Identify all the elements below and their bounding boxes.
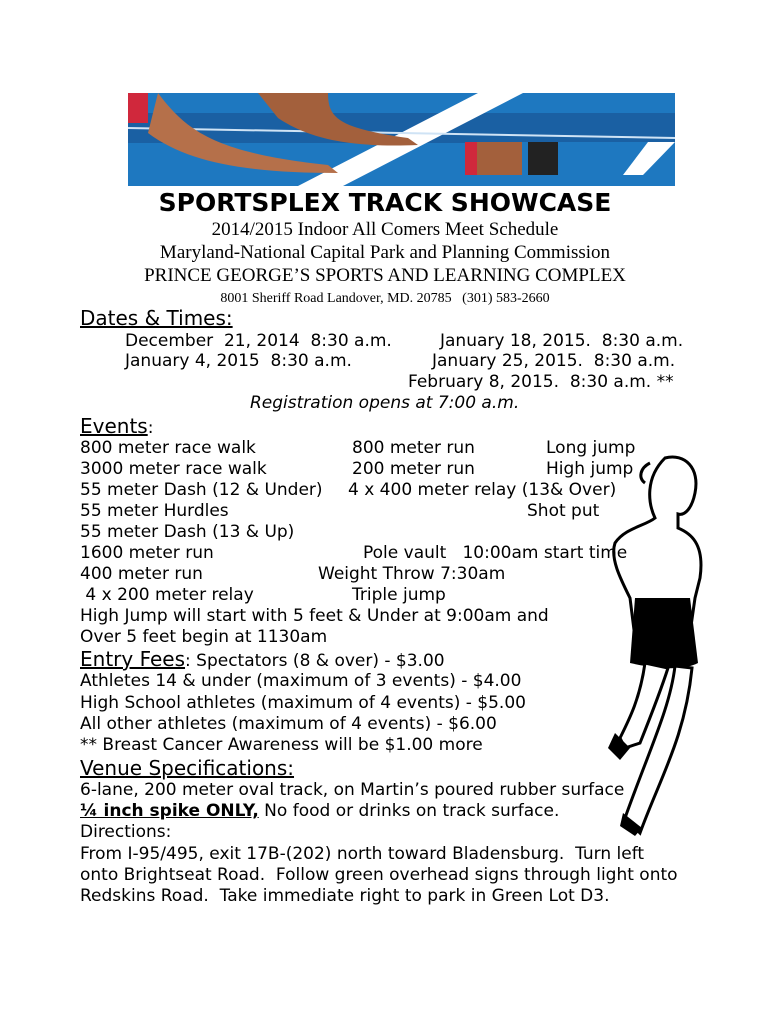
event: Shot put [527,501,600,521]
high-jump-note: Over 5 feet begin at 1130am [80,627,328,647]
events-colon: : [147,418,154,438]
venue-rules [80,801,559,822]
high-jump-note: High Jump will start with 5 feet & Under at 9:00am and [80,606,549,626]
address: 8001 Sheriff Road Landover, MD. 20785 (301) 583-2660 [220,291,550,306]
events-heading: Events [80,414,148,438]
date-item: February 8, 2015. 8:30 a.m. ** [408,372,674,392]
event: 1600 meter run [80,543,214,563]
event: Long jump [546,438,636,458]
date-item: January 4, 2015 8:30 a.m. [125,351,352,371]
fee-item: High School athletes (maximum of 4 events) - $5.00 [80,693,526,713]
directions-label: Directions: [80,822,172,842]
fee-item: All other athletes (maximum of 4 events) - $6.00 [80,714,497,734]
event: Pole vault 10:00am start time [363,543,628,563]
event: Triple jump [352,585,446,605]
event: 800 meter run [352,438,475,458]
subtitle: 2014/2015 Indoor All Comers Meet Schedule [211,219,559,240]
food-rule: No food or drinks on track surface. [258,801,560,821]
event: 55 meter Dash (12 & Under) [80,480,323,500]
directions-line: From I-95/495, exit 17B-(202) north toward Bladensburg. Turn left [80,844,645,864]
event: 55 meter Hurdles [80,501,229,521]
events-heading-line [80,416,153,439]
fee-item: Athletes 14 & under (maximum of 3 events) - $4.00 [80,671,522,691]
fees-first-line [80,649,445,672]
date-item: January 25, 2015. 8:30 a.m. [432,351,676,371]
event: 800 meter race walk [80,438,256,458]
venue-name: PRINCE GEORGE’S SPORTS AND LEARNING COMPLEX [144,265,626,286]
event: 200 meter run [352,459,475,479]
fee-item: ** Breast Cancer Awareness will be $1.00 more [80,735,483,755]
registration-note: Registration opens at 7:00 a.m. [250,393,520,413]
page-title: SPORTSPLEX TRACK SHOWCASE [158,188,612,217]
track-illustration [128,93,675,186]
directions-line: onto Brightseat Road. Follow green overhead signs through light onto [80,865,678,885]
date-item: December 21, 2014 8:30 a.m. [125,331,392,351]
organization: Maryland-National Capital Park and Planning Commission [159,242,611,263]
fees-heading: Entry Fees [80,647,186,671]
event: 4 x 200 meter relay [80,585,254,605]
event: 400 meter run [80,564,203,584]
event: 4 x 400 meter relay (13& Over) [348,480,617,500]
directions-line: Redskins Road. Take immediate right to park in Green Lot D3. [80,886,610,906]
header-track-image [128,93,675,186]
event: High jump [546,459,634,479]
event: 3000 meter race walk [80,459,267,479]
spike-rule: ¼ inch spike ONLY, [80,801,259,821]
dates-heading: Dates & Times: [80,306,233,330]
fee-spectators: : Spectators (8 & over) - $3.00 [185,651,445,671]
venue-heading: Venue Specifications: [80,756,295,780]
date-item: January 18, 2015. 8:30 a.m. [440,331,684,351]
venue-track: 6-lane, 200 meter oval track, on Martin’s poured rubber surface [80,780,625,800]
event: Weight Throw 7:30am [318,564,506,584]
event: 55 meter Dash (13 & Up) [80,522,295,542]
